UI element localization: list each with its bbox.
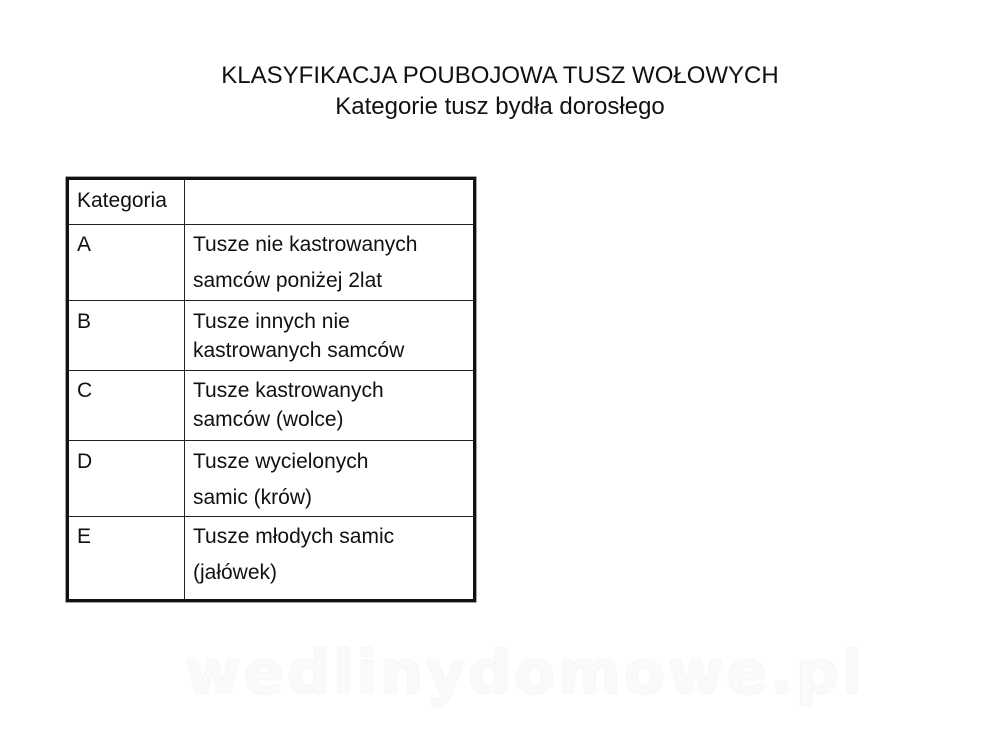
category-letter: B — [77, 310, 92, 333]
title-block — [0, 60, 1000, 122]
category-letter: E — [77, 525, 92, 548]
table-row — [68, 441, 475, 517]
category-letter: D — [77, 450, 93, 473]
category-cell — [68, 301, 185, 371]
classification-table — [66, 177, 476, 602]
page-subtitle: Kategorie tusz bydła dorosłego — [335, 93, 665, 120]
header-category-label: Kategoria — [77, 189, 167, 212]
description-line: samic (krów) — [193, 486, 312, 509]
description-line: Tusze kastrowanych — [193, 379, 384, 402]
description-line: kastrowanych samców — [193, 339, 405, 362]
classification-table-wrap — [66, 177, 476, 602]
description-cell — [185, 301, 475, 371]
category-cell — [68, 441, 185, 517]
category-cell — [68, 225, 185, 301]
table-row — [68, 371, 475, 441]
table-row — [68, 517, 475, 601]
category-cell — [68, 517, 185, 601]
description-cell — [185, 371, 475, 441]
description-line: samców (wolce) — [193, 408, 344, 431]
header-category-cell — [68, 179, 185, 225]
site-watermark: wedlinydomowe.pl — [185, 638, 866, 708]
category-cell — [68, 371, 185, 441]
description-line: (jałówek) — [193, 561, 278, 584]
description-line: Tusze wycielonych — [193, 450, 369, 473]
page-title: KLASYFIKACJA POUBOJOWA TUSZ WOŁOWYCH — [221, 62, 779, 89]
description-cell — [185, 517, 475, 601]
description-cell — [185, 441, 475, 517]
category-letter: C — [77, 379, 93, 402]
description-cell — [185, 225, 475, 301]
description-line: Tusze młodych samic — [193, 525, 395, 548]
table-row — [68, 225, 475, 301]
table-row — [68, 301, 475, 371]
description-line: Tusze nie kastrowanych — [193, 233, 418, 256]
table-header-row — [68, 179, 475, 225]
description-line: Tusze innych nie — [193, 310, 350, 333]
description-line: samców poniżej 2lat — [193, 269, 383, 292]
header-description-cell — [185, 179, 475, 225]
category-letter: A — [77, 233, 92, 256]
